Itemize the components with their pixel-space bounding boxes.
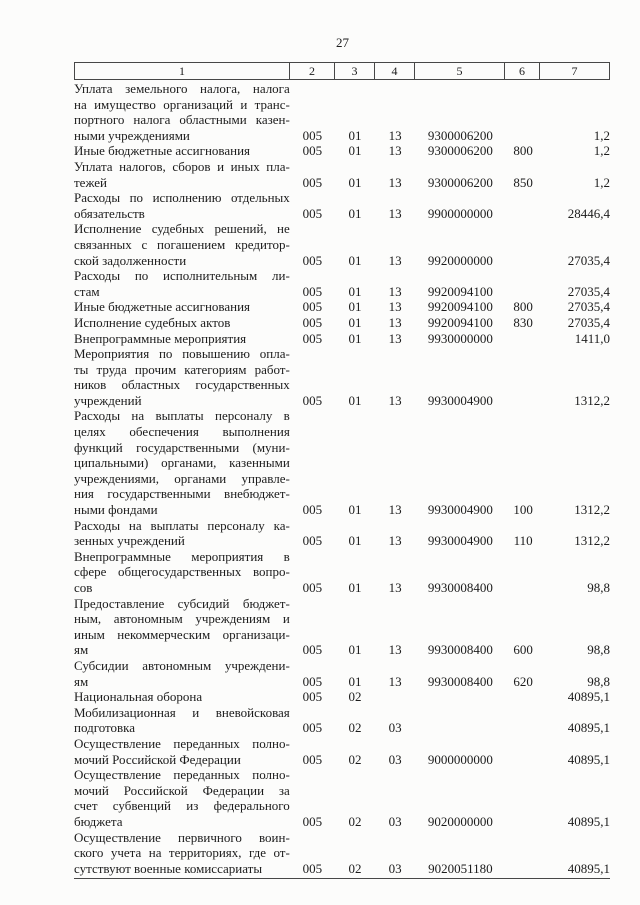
cell-col2: 005: [302, 642, 323, 658]
row-description: [74, 268, 290, 299]
cell-col4: 13: [388, 127, 402, 143]
cell-col6: [506, 767, 541, 829]
cell-col4: 13: [388, 330, 402, 346]
description-line: целях обеспечения выполнения: [74, 424, 290, 440]
cell-amount: 98,8: [587, 580, 610, 595]
cell-col6: [506, 268, 541, 299]
cell-col3: 02: [348, 751, 362, 767]
row-description: [74, 596, 290, 658]
description-line: ского учета на территориях, где от-: [74, 845, 290, 861]
description-line: ям: [74, 673, 89, 689]
cell-col4: 13: [388, 673, 402, 689]
cell-col5: 9020051180: [428, 860, 493, 876]
cell-col3: 01: [348, 330, 362, 346]
header-cell-2: 2: [290, 63, 335, 79]
cell-col5: [415, 689, 505, 705]
row-description: [74, 658, 290, 689]
description-line: мочий Российской Федерации за: [74, 782, 290, 798]
description-line: зенных учреждений: [74, 533, 185, 549]
cell-col6: [506, 346, 541, 408]
cell-col3: 01: [348, 502, 362, 518]
cell-col3: 02: [348, 720, 362, 736]
header-cell-5: 5: [415, 63, 505, 79]
table-row: [74, 190, 610, 221]
table-row: [74, 315, 610, 331]
description-line: на имущество организаций и транс-: [74, 96, 290, 112]
cell-col6: [506, 331, 541, 347]
description-line: обязательств: [74, 205, 145, 221]
cell-col4: 13: [388, 314, 402, 330]
cell-amount: 40895,1: [567, 751, 610, 767]
cell-col2: 005: [302, 174, 323, 190]
row-description: [74, 767, 290, 829]
cell-amount: 27035,4: [567, 299, 610, 315]
description-line: Расходы по исполнению отдельных: [74, 190, 290, 206]
table-row: [74, 346, 610, 408]
cell-col5: 9930000000: [427, 330, 493, 346]
description-line: Исполнение судебных решений, не: [74, 221, 290, 237]
description-line: Мероприятия по повышению опла-: [74, 346, 290, 362]
cell-amount: 98,8: [587, 673, 610, 689]
cell-amount: 1,2: [593, 143, 610, 159]
header-cell-1: 1: [75, 63, 290, 79]
table-row: [74, 268, 610, 299]
cell-col3: 01: [348, 533, 362, 549]
header-cell-7: 7: [571, 64, 578, 78]
page-number: 27: [336, 35, 349, 50]
table-row: [74, 408, 610, 517]
description-line: ников областных государственных: [74, 377, 290, 393]
cell-col5: 9300006200: [427, 143, 493, 159]
row-description: [74, 689, 290, 705]
description-line: Субсидии автономным учреждени-: [74, 657, 290, 673]
cell-col3: 01: [348, 205, 362, 221]
table-row: [74, 81, 610, 143]
cell-col2: 005: [302, 813, 323, 829]
cell-col6: [506, 830, 541, 877]
row-description: [74, 408, 290, 517]
cell-amount: 1,2: [593, 127, 610, 143]
cell-col3: 02: [348, 813, 362, 829]
description-line: мочий Российской Федерации: [74, 751, 241, 767]
description-line: Иные бюджетные ассигнования: [74, 143, 251, 159]
table-row: [74, 221, 610, 268]
cell-col6: [506, 190, 541, 221]
row-description: [74, 736, 290, 767]
cell-col2: 005: [302, 689, 323, 705]
table-body: [74, 81, 610, 876]
row-description: [74, 705, 290, 736]
description-line: Осуществление первичного воин-: [74, 829, 290, 845]
description-line: Расходы на выплаты персоналу ка-: [74, 517, 290, 533]
cell-col6: [506, 705, 541, 736]
row-description: [74, 315, 290, 331]
cell-col6: [506, 736, 541, 767]
description-line: тежей: [74, 174, 107, 190]
cell-col3: 01: [348, 580, 362, 595]
cell-col2: 005: [302, 330, 323, 346]
description-line: Расходы на выплаты персоналу в: [74, 408, 290, 424]
description-line: подготовка: [74, 720, 136, 736]
cell-col5: 9930008400: [427, 580, 493, 595]
description-line: ты труда прочим категориям работ-: [74, 361, 290, 377]
row-description: [74, 518, 290, 549]
cell-col6: 620: [513, 673, 533, 689]
cell-col6: [506, 81, 541, 143]
description-line: ям: [74, 642, 89, 658]
cell-col5: 9930008400: [427, 642, 493, 658]
cell-amount: 27035,4: [567, 314, 610, 330]
cell-col3: 01: [348, 299, 362, 315]
description-line: Осуществление переданных полно-: [74, 767, 290, 783]
description-line: учреждениями, органами управле-: [74, 470, 290, 486]
cell-amount: 1312,2: [574, 392, 610, 408]
cell-col2: 005: [302, 751, 323, 767]
description-line: Уплата налогов, сборов и иных пла-: [74, 158, 290, 174]
table-body-grid: [74, 81, 610, 876]
description-line: связанных с погашением кредитор-: [74, 236, 290, 252]
cell-col3: 01: [348, 673, 362, 689]
table-row: [74, 596, 610, 658]
cell-amount: 27035,4: [567, 283, 610, 299]
cell-col6: 850: [513, 174, 533, 190]
cell-col4: 13: [388, 252, 402, 268]
cell-col4: 13: [388, 502, 402, 518]
row-description: [74, 331, 290, 347]
cell-col6: 830: [513, 314, 533, 330]
cell-col3: 01: [348, 143, 362, 159]
description-line: ными учреждениями: [74, 127, 190, 143]
description-line: иным некоммерческим организаци-: [74, 626, 290, 642]
cell-amount: 40895,1: [567, 813, 610, 829]
cell-col6: [506, 549, 541, 596]
cell-col4: 13: [388, 143, 402, 159]
description-line: учреждений: [74, 392, 142, 408]
table-row: [74, 331, 610, 347]
cell-col5: 9930004900: [427, 392, 493, 408]
cell-col5: 9300006200: [427, 127, 493, 143]
cell-col2: 005: [302, 580, 323, 595]
cell-col5: 9900000000: [427, 205, 493, 221]
row-description: [74, 190, 290, 221]
cell-col6: 600: [513, 642, 533, 658]
cell-col6: [506, 221, 541, 268]
cell-col5: 9300006200: [427, 174, 493, 190]
row-description: [74, 299, 290, 315]
cell-col2: 005: [302, 143, 323, 159]
cell-col3: 02: [348, 689, 362, 705]
table-row: [74, 518, 610, 549]
cell-col6: 800: [513, 299, 533, 315]
description-line: бюджета: [74, 813, 123, 829]
cell-col2: 005: [302, 314, 323, 330]
cell-col5: 9930004900: [427, 533, 493, 549]
cell-col4: 13: [388, 174, 402, 190]
cell-col2: 005: [302, 205, 323, 221]
cell-col4: 13: [388, 392, 402, 408]
table-row: [74, 143, 610, 159]
row-description: [74, 143, 290, 159]
description-line: ципальными) органами, казенными: [74, 455, 290, 471]
cell-col4: 13: [388, 205, 402, 221]
cell-col3: 01: [348, 283, 362, 299]
cell-col5: 9020000000: [427, 813, 493, 829]
cell-col4: 13: [388, 642, 402, 658]
cell-col3: 01: [348, 392, 362, 408]
description-line: Иные бюджетные ассигнования: [74, 299, 251, 315]
header-cell-6: 6: [505, 63, 540, 79]
description-line: Национальная оборона: [74, 689, 203, 705]
cell-col5: 9920094100: [427, 283, 493, 299]
row-description: [74, 159, 290, 190]
cell-col4: 03: [388, 860, 402, 876]
cell-amount: 27035,4: [567, 252, 610, 268]
cell-col6: 800: [513, 143, 533, 159]
table-row: [74, 767, 610, 829]
cell-col5: 9920000000: [427, 252, 493, 268]
cell-col5: 9920094100: [427, 299, 493, 315]
cell-col3: 01: [348, 174, 362, 190]
table-row: [74, 299, 610, 315]
cell-col5: 9920094100: [427, 314, 493, 330]
cell-col4: 13: [388, 533, 402, 549]
cell-col4: 13: [388, 283, 402, 299]
cell-col4: 03: [388, 813, 402, 829]
table-row: [74, 830, 610, 877]
description-line: Мобилизационная и вневойсковая: [74, 704, 290, 720]
cell-col3: 01: [348, 314, 362, 330]
cell-col3: 01: [348, 127, 362, 143]
description-line: ния государственными внебюджет-: [74, 486, 290, 502]
cell-col2: 005: [302, 502, 323, 518]
description-line: ными фондами: [74, 502, 158, 518]
table-row: [74, 549, 610, 596]
cell-col2: 005: [302, 392, 323, 408]
table-row: [74, 658, 610, 689]
row-description: [74, 549, 290, 596]
cell-amount: 1411,0: [574, 330, 610, 346]
cell-col5: 9000000000: [427, 751, 493, 767]
cell-amount: 28446,4: [567, 205, 610, 221]
budget-table: [74, 62, 610, 879]
cell-col2: 005: [302, 283, 323, 299]
cell-col2: 005: [302, 127, 323, 143]
row-description: [74, 81, 290, 143]
row-description: [74, 830, 290, 877]
header-cell-3: 3: [335, 63, 375, 79]
row-description: [74, 346, 290, 408]
cell-col2: 005: [302, 299, 323, 315]
table-row: [74, 736, 610, 767]
cell-amount: 1,2: [593, 174, 610, 190]
table-row: [74, 705, 610, 736]
cell-col5: [415, 705, 505, 736]
cell-col3: 01: [348, 642, 362, 658]
description-line: ным, автономным учреждениям и: [74, 611, 290, 627]
description-line: счет субвенций из федерального: [74, 798, 290, 814]
description-line: стам: [74, 283, 100, 299]
cell-amount: 40895,1: [567, 720, 610, 736]
description-line: сутствуют военные комиссариаты: [74, 860, 263, 876]
cell-col5: 9930008400: [427, 673, 493, 689]
description-line: ской задолженности: [74, 252, 187, 268]
description-line: Осуществление переданных полно-: [74, 735, 290, 751]
cell-col6: [506, 689, 541, 705]
description-line: Исполнение судебных актов: [74, 314, 231, 330]
cell-col2: 005: [302, 252, 323, 268]
cell-col3: 01: [348, 252, 362, 268]
description-line: портного налога областными казен-: [74, 112, 290, 128]
cell-amount: 1312,2: [574, 502, 610, 518]
cell-col5: 9930004900: [427, 502, 493, 518]
cell-col2: 005: [302, 533, 323, 549]
cell-col2: 005: [302, 673, 323, 689]
row-description: [74, 221, 290, 268]
cell-amount: 40895,1: [567, 689, 610, 705]
cell-col4: [375, 689, 415, 705]
description-line: сов: [74, 580, 93, 595]
description-line: Расходы по исполнительным ли-: [74, 268, 290, 284]
table-row: [74, 689, 610, 705]
description-line: Уплата земельного налога, налога: [74, 81, 290, 96]
cell-amount: 1312,2: [574, 533, 610, 549]
cell-col4: 03: [388, 720, 402, 736]
cell-col6: 110: [513, 533, 533, 549]
cell-amount: 40895,1: [567, 860, 610, 876]
cell-col4: 03: [388, 751, 402, 767]
cell-col2: 005: [302, 860, 323, 876]
header-cell-4: 4: [375, 63, 415, 79]
cell-col3: 02: [348, 860, 362, 876]
table-bottom-border: [74, 878, 610, 879]
description-line: сфере общегосударственных вопро-: [74, 564, 290, 580]
description-line: Предоставление субсидий бюджет-: [74, 595, 290, 611]
description-line: Внепрограммные мероприятия в: [74, 548, 290, 564]
cell-col4: 13: [388, 580, 402, 595]
description-line: функций государственными (муни-: [74, 439, 290, 455]
cell-col4: 13: [388, 299, 402, 315]
cell-col6: 100: [513, 502, 533, 518]
description-line: Внепрограммные мероприятия: [74, 330, 247, 346]
cell-col2: 005: [302, 720, 323, 736]
table-header-row: [74, 62, 610, 80]
cell-amount: 98,8: [587, 642, 610, 658]
table-row: [74, 159, 610, 190]
